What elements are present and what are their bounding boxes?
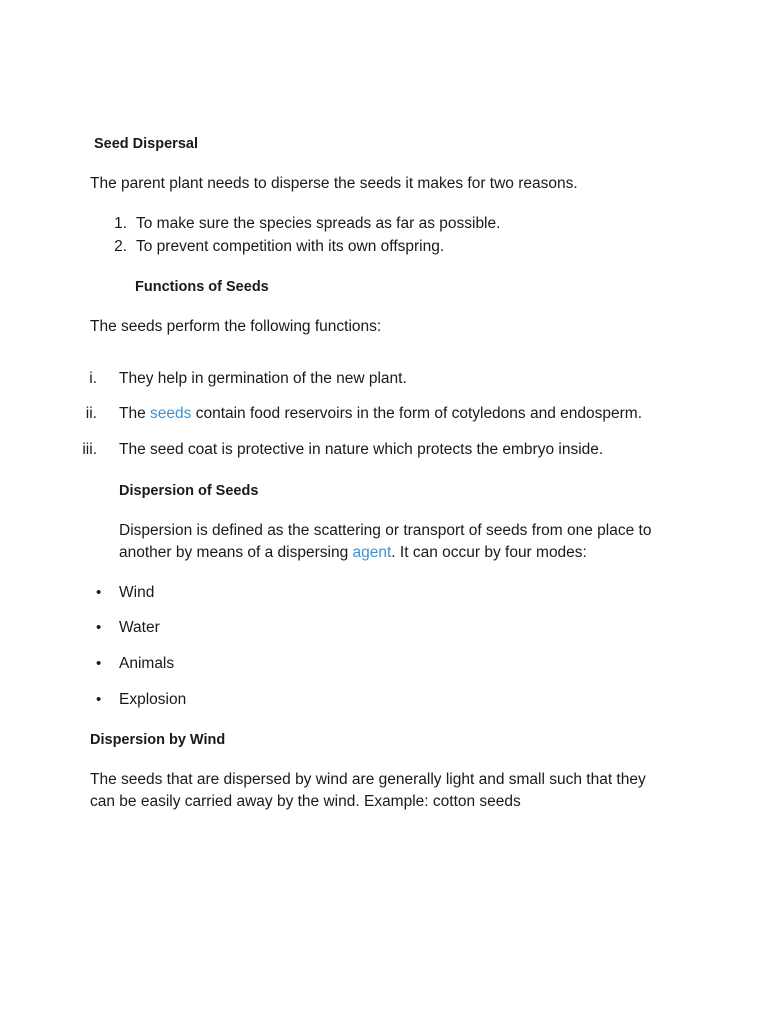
- text-segment: contain food reservoirs in the form of cotyledons and endosperm.: [191, 405, 642, 422]
- text-segment: . It can occur by four modes:: [391, 544, 587, 561]
- list-number: 1.: [114, 215, 127, 232]
- list-item-text: Water: [119, 619, 160, 636]
- dispersion-paragraph-line: Dispersion is defined as the scattering or transport of seeds from one place to: [119, 522, 652, 539]
- wind-heading: Dispersion by Wind: [90, 732, 226, 748]
- list-item-text: Animals: [119, 655, 175, 672]
- list-number: i.: [89, 370, 97, 387]
- list-number: ii.: [85, 405, 97, 422]
- bullet-icon: •: [96, 619, 102, 636]
- intro-paragraph: The parent plant needs to disperse the seeds it makes for two reasons.: [90, 175, 578, 192]
- list-item-text: The seed coat is protective in nature which protects the embryo inside.: [119, 441, 604, 458]
- text-segment: another by means of a dispersing: [119, 544, 353, 561]
- list-number: 2.: [114, 238, 127, 255]
- dispersion-heading: Dispersion of Seeds: [119, 483, 259, 499]
- dispersion-paragraph-line: [119, 542, 587, 564]
- list-item-text: To make sure the species spreads as far as possible.: [136, 215, 501, 232]
- list-item-text: To prevent competition with its own offspring.: [136, 238, 445, 255]
- functions-intro: The seeds perform the following functions:: [90, 318, 382, 335]
- list-item-text: Wind: [119, 584, 155, 601]
- list-item-text: They help in germination of the new plant.: [119, 370, 407, 387]
- wind-paragraph-line: can be easily carried away by the wind. Example: cotton seeds: [90, 793, 521, 810]
- agent-link[interactable]: agent: [352, 544, 392, 561]
- list-item-text: Explosion: [119, 691, 187, 708]
- text-segment: The: [119, 405, 151, 422]
- bullet-icon: •: [96, 584, 102, 601]
- list-number: iii.: [82, 441, 97, 458]
- wind-paragraph-line: The seeds that are dispersed by wind are generally light and small such that they: [90, 771, 646, 788]
- seeds-link[interactable]: seeds: [150, 405, 192, 422]
- bullet-icon: •: [96, 691, 102, 708]
- bullet-icon: •: [96, 655, 102, 672]
- functions-heading: Functions of Seeds: [135, 279, 269, 295]
- list-item-text: [119, 403, 642, 425]
- page-title: Seed Dispersal: [94, 136, 198, 152]
